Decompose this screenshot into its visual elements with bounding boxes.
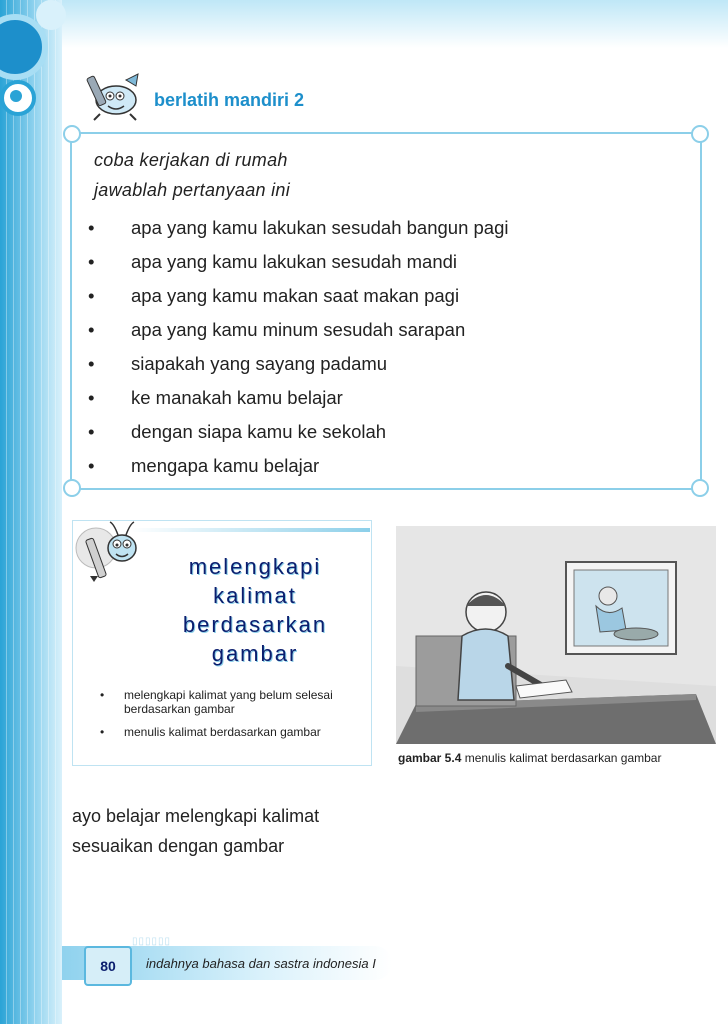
bullet: • (100, 725, 105, 739)
question-text: siapakah yang sayang padamu (131, 353, 388, 374)
objective-box-header-line (130, 528, 370, 532)
body-paragraph: ayo belajar melengkapi kalimat (72, 806, 320, 826)
top-decor-band (0, 0, 728, 48)
heading-line: kalimat (213, 583, 297, 608)
figure-description: menulis kalimat berdasarkan gambar (461, 751, 662, 765)
footer-decor-dots: ▯▯▯▯▯▯ (132, 936, 172, 947)
left-decor-lines (0, 0, 62, 1024)
question-text: apa yang kamu makan saat makan pagi (131, 285, 460, 306)
mascot-pencil-icon (86, 70, 144, 122)
bullet: • (88, 251, 95, 272)
box-corner-decor (691, 479, 709, 497)
figure-caption (398, 750, 668, 766)
question-text: dengan siapa kamu ke sekolah (131, 421, 387, 442)
box-corner-decor (63, 479, 81, 497)
figure-label: gambar 5.4 (398, 751, 462, 765)
exercise-instruction: coba kerjakan di rumah (94, 150, 288, 170)
decor-circle (10, 90, 22, 102)
box-corner-decor (63, 125, 81, 143)
bullet: • (88, 353, 95, 374)
bullet: • (88, 421, 95, 442)
section-heading (160, 552, 350, 668)
exercise-instruction: jawablah pertanyaan ini (94, 180, 291, 200)
objective-text: menulis kalimat berdasarkan gambar (124, 725, 321, 739)
bullet: • (88, 319, 95, 340)
question-text: apa yang kamu minum sesudah sarapan (131, 319, 466, 340)
list-item (100, 688, 350, 716)
bullet: • (88, 387, 95, 408)
objective-text: melengkapi kalimat yang belum selesai berdasarkan gambar (124, 688, 333, 716)
bullet: • (88, 217, 95, 238)
page-number: 80 (84, 946, 132, 986)
section-title: berlatih mandiri 2 (154, 90, 305, 110)
list-item (100, 725, 350, 739)
body-paragraph: sesuaikan dengan gambar (72, 836, 285, 856)
heading-line: melengkapi (188, 554, 322, 579)
question-text: ke manakah kamu belajar (131, 387, 343, 408)
question-text: apa yang kamu lakukan sesudah bangun pagi (131, 217, 509, 238)
bullet: • (100, 688, 105, 702)
heading-line: berdasarkan (182, 612, 328, 637)
bullet: • (88, 455, 95, 476)
bullet: • (88, 285, 95, 306)
question-text: mengapa kamu belajar (131, 455, 320, 476)
mascot-bee-icon (74, 518, 152, 584)
heading-line: gambar (211, 641, 299, 666)
box-corner-decor (691, 125, 709, 143)
question-text: apa yang kamu lakukan sesudah mandi (131, 251, 458, 272)
objective-list (100, 688, 350, 748)
illustration-boy-writing (396, 526, 716, 744)
book-title: indahnya bahasa dan sastra indonesia I (146, 956, 376, 971)
